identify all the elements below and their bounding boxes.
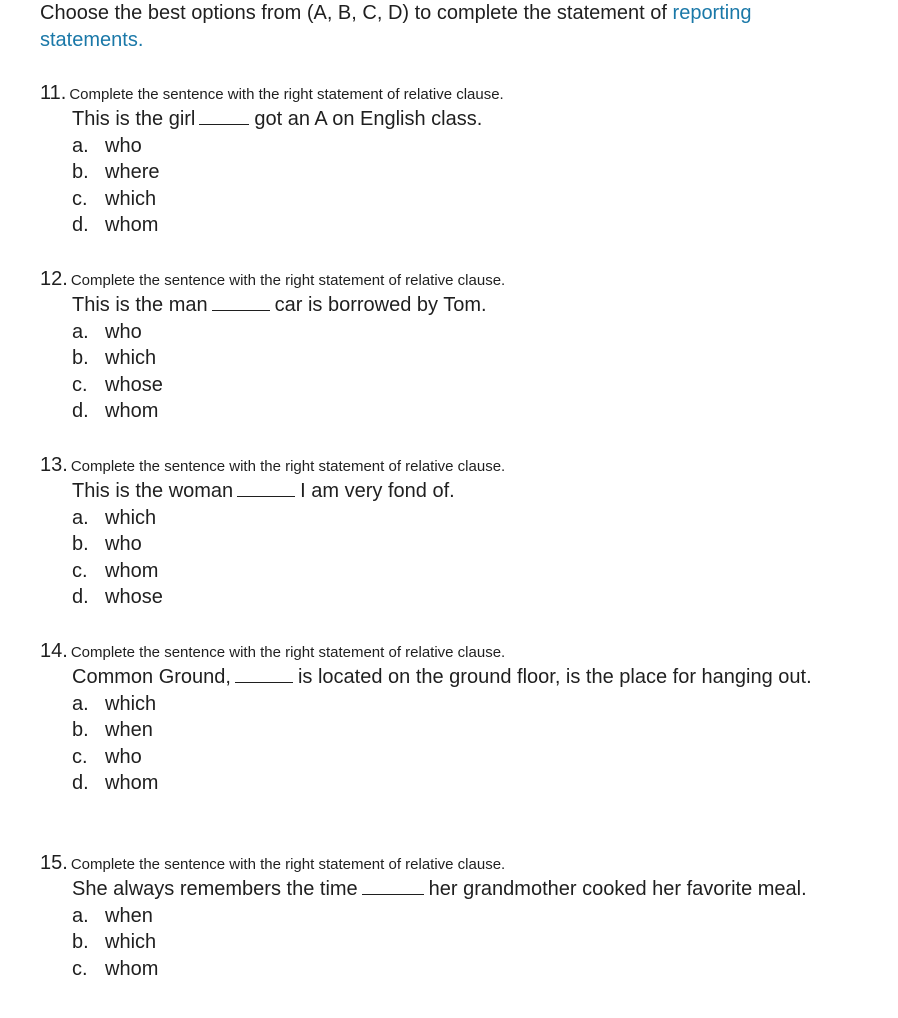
option-text: whom: [105, 214, 159, 236]
option-c[interactable]: [72, 956, 840, 983]
stem-before: This is the girl: [72, 108, 196, 130]
question-number: 13.: [40, 454, 68, 476]
option-text: who: [105, 320, 142, 343]
stem-after: car is borrowed by Tom.: [274, 294, 487, 316]
question-stem: [72, 292, 840, 319]
option-d[interactable]: [72, 770, 840, 797]
question-instruction: Complete the sentence with the right statement of relative clause.: [70, 458, 506, 475]
stem-after: I am very fond of.: [300, 480, 455, 502]
question-11: [40, 80, 840, 239]
option-letter: b.: [72, 719, 89, 741]
option-letter: d.: [72, 214, 89, 236]
option-letter: c.: [72, 559, 88, 582]
option-list: [72, 903, 840, 983]
stem-after: her grandmother cooked her favorite meal.: [428, 878, 807, 900]
option-d[interactable]: [72, 584, 840, 611]
option-a[interactable]: [72, 319, 840, 346]
option-text: whom: [105, 400, 159, 422]
option-b[interactable]: [72, 159, 840, 186]
option-letter: a.: [72, 692, 89, 715]
option-letter: c.: [72, 957, 88, 980]
option-b[interactable]: [72, 929, 840, 956]
option-b[interactable]: [72, 717, 840, 744]
answer-blank: [212, 294, 270, 311]
option-d[interactable]: [72, 398, 840, 425]
option-letter: a.: [72, 506, 89, 529]
reporting-link[interactable]: reporting: [672, 2, 752, 24]
stem-before: She always remembers the time: [72, 878, 358, 900]
question-instruction: Complete the sentence with the right statement of relative clause.: [70, 644, 506, 661]
intro-text: Choose the best options from (A, B, C, D) to complete the statement of: [40, 2, 673, 24]
option-list: [72, 691, 840, 797]
stem-before: This is the man: [72, 294, 208, 316]
question-number: 12.: [40, 268, 68, 290]
option-c[interactable]: [72, 558, 840, 585]
question-13: [40, 452, 840, 611]
option-letter: d.: [72, 400, 89, 422]
option-text: where: [105, 161, 160, 183]
option-d[interactable]: [72, 212, 840, 239]
option-text: which: [105, 931, 157, 953]
option-letter: c.: [72, 745, 88, 768]
option-letter: b.: [72, 161, 89, 183]
option-text: who: [105, 134, 142, 157]
option-text: whose: [105, 586, 163, 608]
question-15: [40, 850, 840, 982]
stem-before: This is the woman: [72, 480, 234, 502]
option-letter: d.: [72, 586, 89, 608]
intro-text-line2[interactable]: statements.: [40, 29, 144, 51]
option-a[interactable]: [72, 133, 840, 160]
option-letter: b.: [72, 533, 89, 555]
option-text: who: [105, 533, 142, 555]
option-c[interactable]: [72, 744, 840, 771]
option-text: whom: [105, 772, 159, 794]
question-14: [40, 638, 840, 797]
option-a[interactable]: [72, 691, 840, 718]
question-number: 11.: [40, 82, 67, 104]
answer-blank: [237, 480, 295, 497]
option-b[interactable]: [72, 345, 840, 372]
option-list: [72, 319, 840, 425]
option-letter: a.: [72, 904, 89, 927]
option-list: [72, 505, 840, 611]
intro-instructions: [40, 0, 840, 54]
answer-blank: [235, 666, 293, 683]
question-instruction: Complete the sentence with the right statement of relative clause.: [69, 86, 504, 103]
option-letter: d.: [72, 772, 89, 794]
option-text: when: [105, 719, 153, 741]
option-text: which: [105, 506, 157, 529]
question-stem: [72, 106, 840, 133]
option-letter: b.: [72, 931, 89, 953]
option-text: whom: [105, 957, 159, 980]
answer-blank: [199, 108, 249, 125]
stem-after: got an A on English class.: [254, 108, 483, 130]
question-stem: [72, 478, 840, 505]
answer-blank: [362, 878, 424, 895]
question-stem: [72, 876, 840, 903]
option-text: whom: [105, 559, 159, 582]
option-letter: a.: [72, 320, 89, 343]
option-letter: c.: [72, 373, 88, 396]
option-text: when: [105, 904, 153, 927]
option-letter: c.: [72, 187, 88, 210]
option-text: who: [105, 745, 142, 768]
stem-after: is located on the ground floor, is the place for hanging out.: [297, 666, 812, 688]
option-text: whose: [105, 373, 163, 396]
question-number: 14.: [40, 640, 68, 662]
option-c[interactable]: [72, 186, 840, 213]
question-number: 15.: [40, 852, 68, 874]
stem-before: Common Ground,: [72, 666, 231, 688]
option-b[interactable]: [72, 531, 840, 558]
option-a[interactable]: [72, 903, 840, 930]
option-list: [72, 133, 840, 239]
option-text: which: [105, 347, 157, 369]
option-letter: b.: [72, 347, 89, 369]
question-12: [40, 266, 840, 425]
option-text: which: [105, 692, 157, 715]
question-instruction: Complete the sentence with the right statement of relative clause.: [70, 272, 506, 289]
option-text: which: [105, 187, 157, 210]
option-a[interactable]: [72, 505, 840, 532]
worksheet-page: [40, 0, 840, 980]
question-stem: [72, 664, 840, 691]
question-instruction: Complete the sentence with the right statement of relative clause.: [70, 856, 506, 873]
option-c[interactable]: [72, 372, 840, 399]
option-letter: a.: [72, 134, 89, 157]
